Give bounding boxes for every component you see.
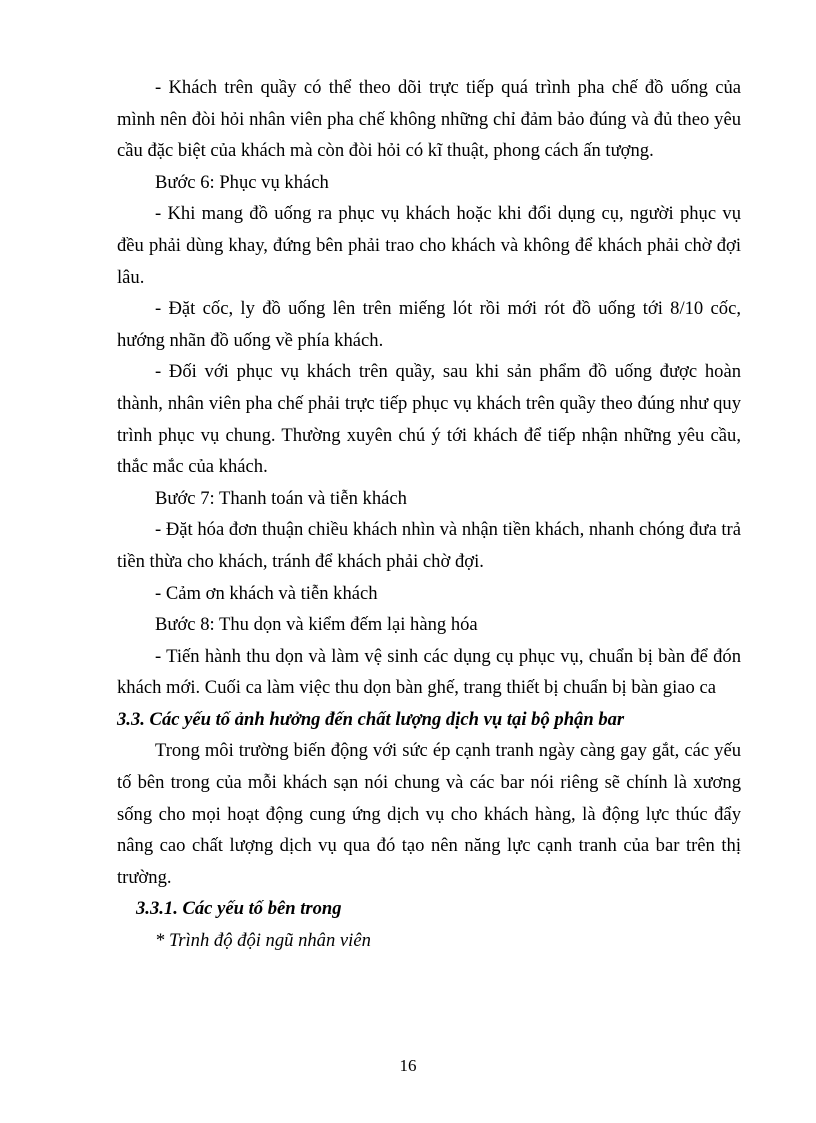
- document-body: [117, 72, 741, 957]
- paragraph-cleanup: - Tiến hành thu dọn và làm vệ sinh các dụng cụ phục vụ, chuẩn bị bàn để đón khách mới. Cuối ca làm việc thu dọn bàn ghế, trang thiết bị chuẩn bị bàn giao ca: [117, 645, 741, 699]
- paragraph-thank-guest: - Cảm ơn khách và tiễn khách: [155, 582, 378, 604]
- subsection-note: * Trình độ đội ngũ nhân viên: [155, 930, 371, 952]
- step-7-heading: Bước 7: Thanh toán và tiễn khách: [155, 487, 407, 509]
- paragraph-tray-service: - Khi mang đồ uống ra phục vụ khách hoặc khi đổi dụng cụ, người phục vụ đều phải dùng khay, đứng bên phải trao cho khách và không để khách phải chờ đợi lâu.: [117, 203, 741, 288]
- page-number: 16: [399, 1056, 417, 1075]
- step-8-heading: Bước 8: Thu dọn và kiểm đếm lại hàng hóa: [155, 614, 478, 636]
- section-paragraph: Trong môi trường biến động với sức ép cạnh tranh ngày càng gay gắt, các yếu tố bên trong của mỗi khách sạn nói chung và các bar nói riêng sẽ chính là xương sống cho mọi hoạt động cung ứng dịch vụ cho khách hàng, là động lực thúc đẩy nâng cao chất lượng dịch vụ qua đó tạo nên năng lực cạnh tranh của bar trên thị trường.: [117, 740, 741, 888]
- paragraph-counter-service: - Đối với phục vụ khách trên quầy, sau khi sản phẩm đồ uống được hoàn thành, nhân viên pha chế phải trực tiếp phục vụ khách trên quầy theo đúng như quy trình phục vụ chung. Thường xuyên chú ý tới khách để tiếp nhận những yêu cầu, thắc mắc của khách.: [117, 361, 741, 478]
- subsection-heading: 3.3.1. Các yếu tố bên trong: [136, 898, 342, 920]
- paragraph-counter-visibility: - Khách trên quầy có thể theo dõi trực tiếp quá trình pha chế đồ uống của mình nên đòi hỏi nhân viên pha chế không những chỉ đảm bảo đúng và đủ theo yêu cầu đặc biệt của khách mà còn đòi hỏi có kĩ thuật, phong cách ấn tượng.: [117, 77, 741, 162]
- section-heading: 3.3. Các yếu tố ảnh hưởng đến chất lượng dịch vụ tại bộ phận bar: [117, 708, 625, 730]
- step-6-heading: Bước 6: Phục vụ khách: [155, 171, 329, 193]
- paragraph-glass-placement: - Đặt cốc, ly đồ uống lên trên miếng lót rồi mới rót đồ uống tới 8/10 cốc, hướng nhãn đồ uống về phía khách.: [117, 298, 741, 351]
- paragraph-invoice: - Đặt hóa đơn thuận chiều khách nhìn và nhận tiền khách, nhanh chóng đưa trả tiền thừa cho khách, tránh để khách phải chờ đợi.: [117, 519, 741, 572]
